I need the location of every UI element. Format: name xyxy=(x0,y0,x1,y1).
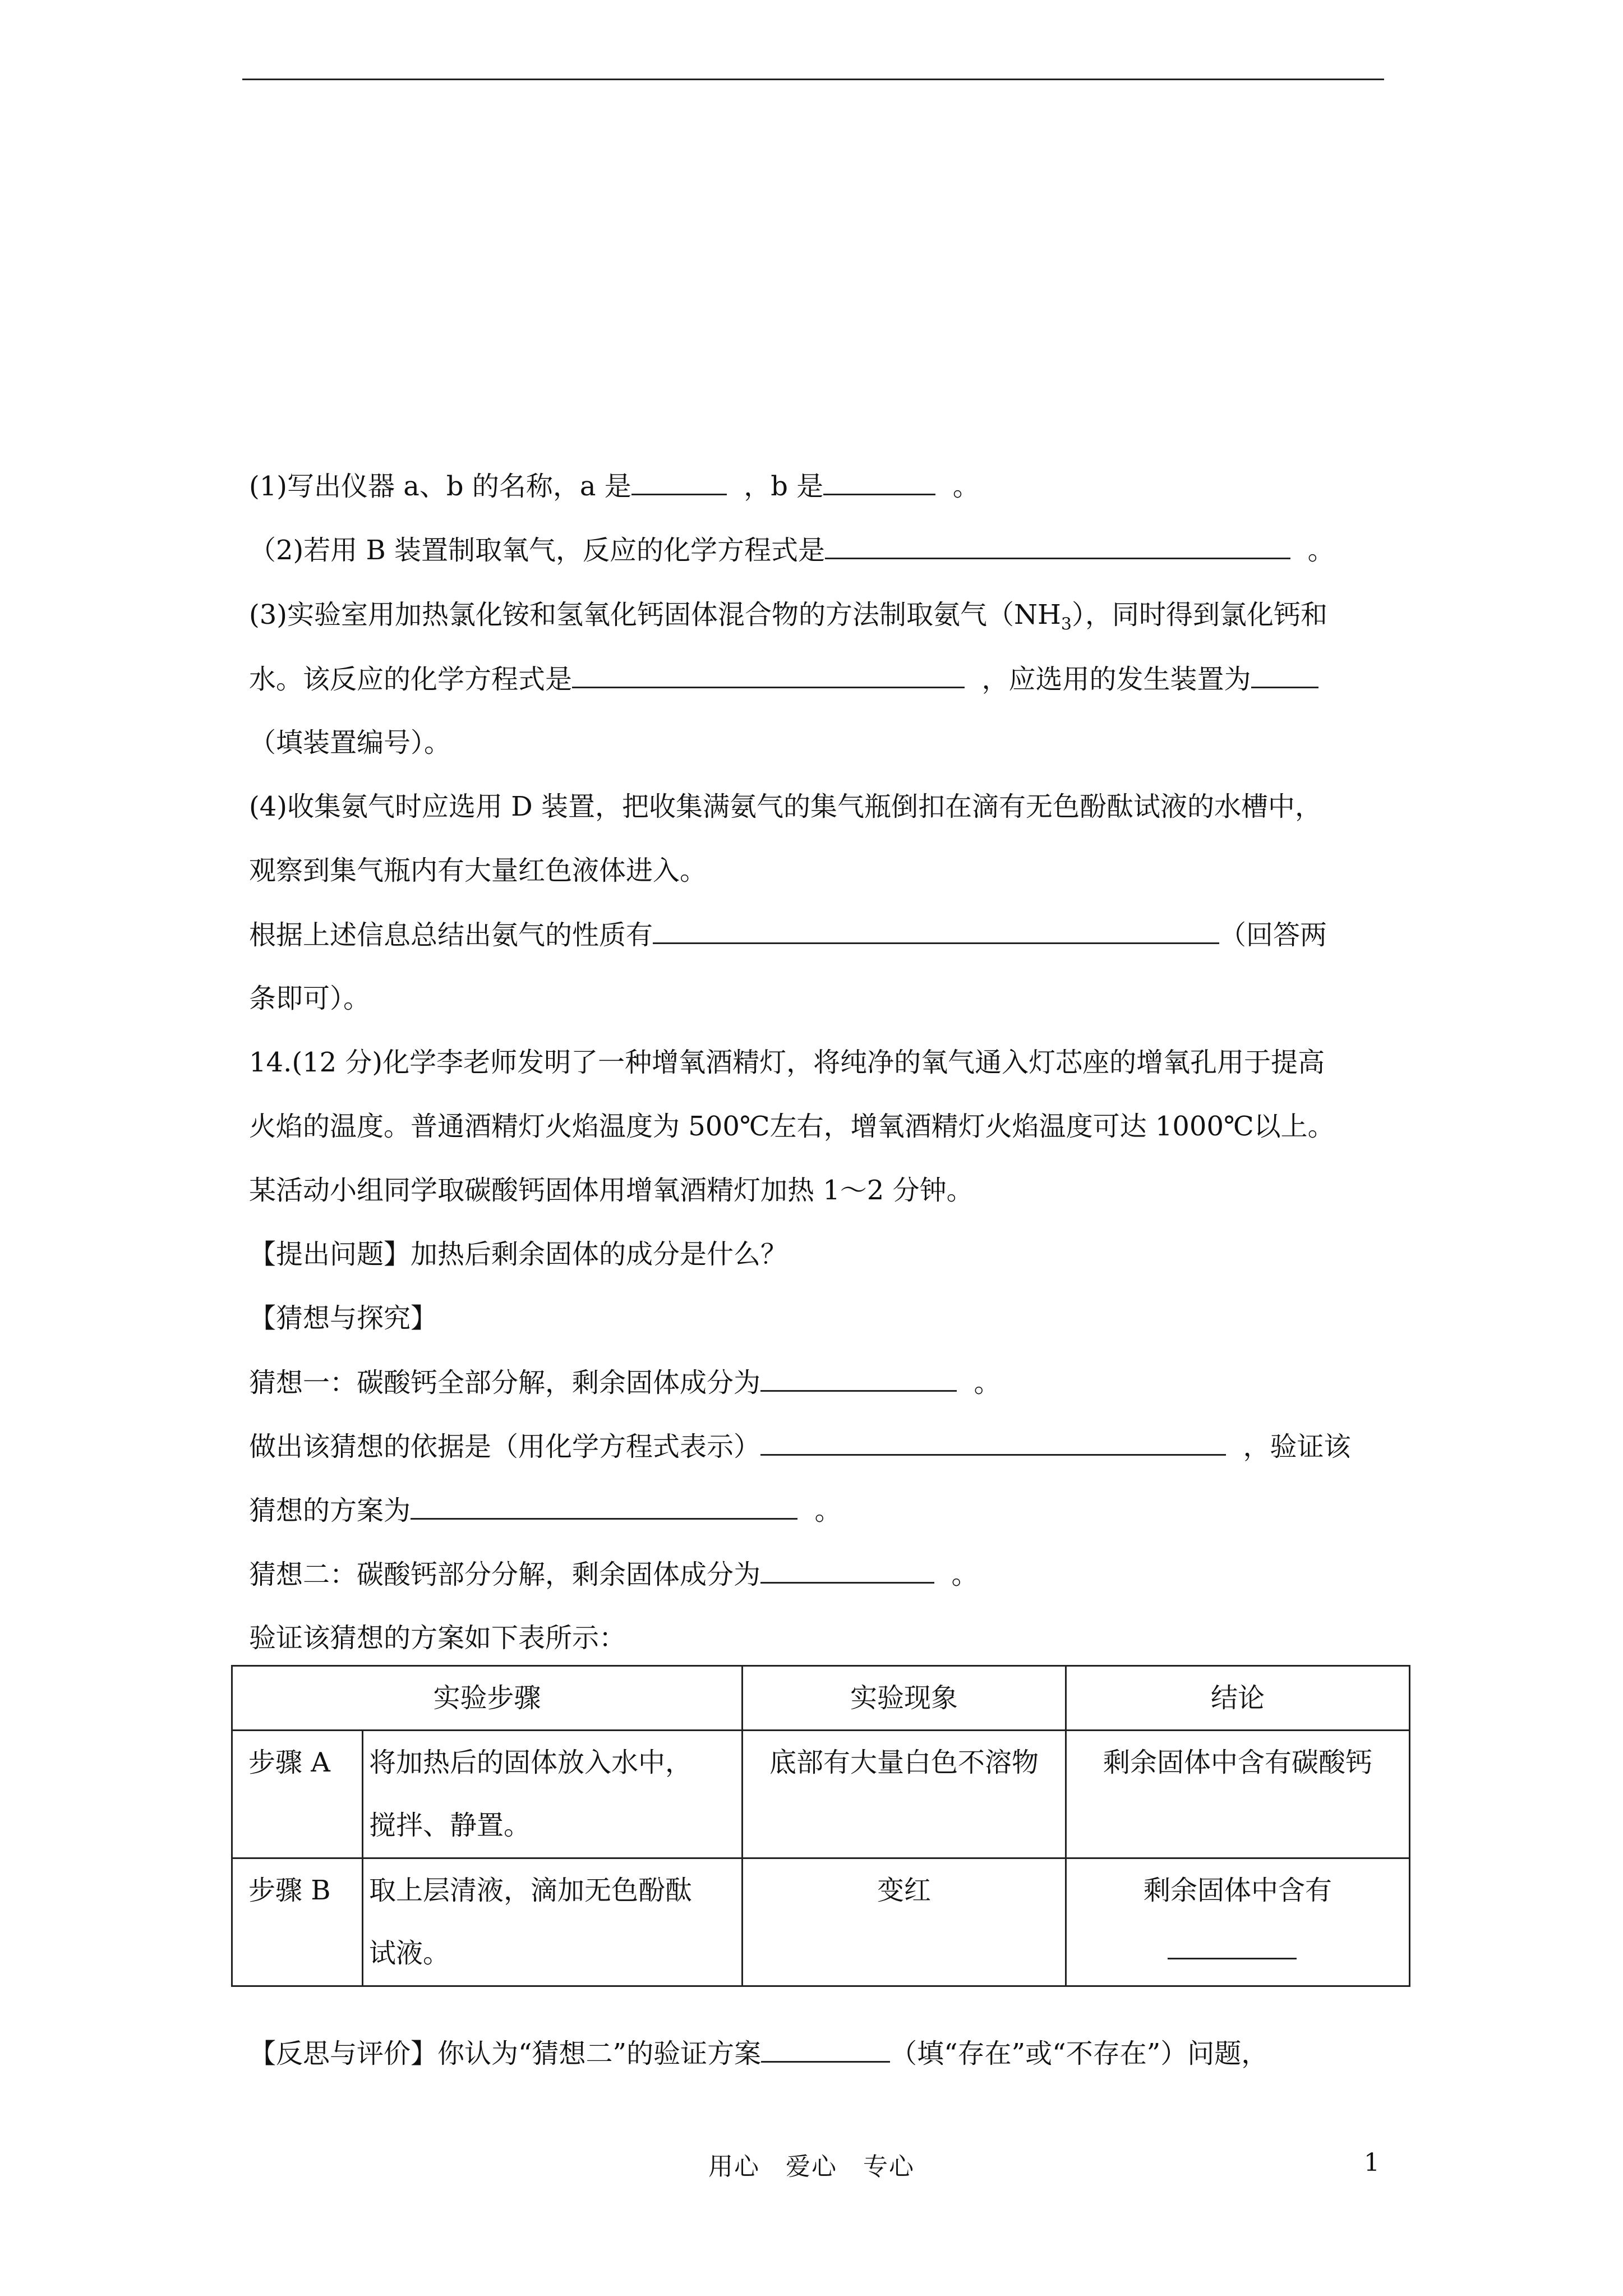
q13-part3-line1: (3)实验室用加热氯化铵和氢氧化钙固体混合物的方法制取氨气$(NH_3)$，同时得到氯化钙和 xyxy=(249,599,1327,634)
header-phenomenon: 实验现象 xyxy=(743,1666,1066,1731)
q13-part1: (1)写出仪器 a、b 的名称，a 是 ，b 是 。 xyxy=(249,469,980,503)
step-label: 步骤 B xyxy=(232,1858,363,1986)
table-row xyxy=(232,1731,1410,1858)
q14-line3: 某活动小组同学取碳酸钙固体用增氧酒精灯加热 1～2 分钟。 xyxy=(249,1175,974,1206)
table-header-row xyxy=(232,1666,1410,1731)
blank-device[interactable] xyxy=(1251,662,1318,688)
q13-part4-line4: 条即可）。 xyxy=(249,983,371,1014)
blank-reflection[interactable] xyxy=(761,2036,890,2063)
table-row xyxy=(232,1858,1410,1986)
step-conclusion: 剩余固体中含有 xyxy=(1066,1858,1410,1986)
step-phenomenon: 底部有大量白色不溶物 xyxy=(743,1731,1066,1858)
blank-guess2-composition[interactable] xyxy=(760,1557,934,1584)
q13-part3-line3: （填装置编号）。 xyxy=(249,727,451,758)
q14-reflection: 【反思与评价】你认为“猜想二”的验证方案 （填“存在”或“不存在”）问题， xyxy=(249,2036,1268,2070)
step-operation: 将加热后的固体放入水中， 搅拌、静置。 xyxy=(363,1731,743,1858)
step-conclusion: 剩余固体中含有碳酸钙 xyxy=(1066,1731,1410,1858)
blank-guess1-equation[interactable] xyxy=(760,1429,1226,1456)
header-steps: 实验步骤 xyxy=(232,1666,743,1731)
page-footer: 用心 爱心 专心 xyxy=(708,2152,915,2181)
step-operation: 取上层清液，滴加无色酚酞 试液。 xyxy=(363,1858,743,1986)
header-rule xyxy=(242,79,1384,80)
blank-ammonia-properties[interactable] xyxy=(653,918,1219,944)
q14-guess2-intro: 验证该猜想的方案如下表所示： xyxy=(249,1622,626,1654)
q13-part4-line1: (4)收集氨气时应选用 D 装置，把收集满氨气的集气瓶倒扣在滴有无色酚酞试液的水槽中， xyxy=(249,791,1322,822)
header-conclusion: 结论 xyxy=(1066,1666,1410,1731)
blank-oxygen-equation[interactable] xyxy=(825,533,1290,559)
blank-b[interactable] xyxy=(823,469,935,495)
step-label: 步骤 A xyxy=(232,1731,363,1858)
q14-guess2: 猜想二：碳酸钙部分分解，剩余固体成分为 。 xyxy=(249,1557,979,1591)
page-number: 1 xyxy=(1364,2148,1380,2177)
experiment-table xyxy=(231,1665,1410,1987)
step-phenomenon: 变红 xyxy=(743,1858,1066,1986)
blank-guess1-plan[interactable] xyxy=(411,1493,797,1520)
q13-part4-line2: 观察到集气瓶内有大量红色液体进入。 xyxy=(249,855,707,886)
q14-guess-title: 【猜想与探究】 xyxy=(249,1303,438,1334)
blank-guess1-composition[interactable] xyxy=(760,1365,957,1392)
q14-question: 【提出问题】加热后剩余固体的成分是什么？ xyxy=(249,1239,788,1270)
q14-guess1-plan: 猜想的方案为 。 xyxy=(249,1493,842,1527)
q14-line1: 14.(12 分)化学李老师发明了一种增氧酒精灯，将纯净的氧气通入灯芯座的增氧孔用于提高 xyxy=(249,1047,1325,1078)
q13-part4-line3: 根据上述信息总结出氨气的性质有 （回答两 xyxy=(249,918,1327,952)
q14-line2: 火焰的温度。普通酒精灯火焰温度为 500℃左右，增氧酒精灯火焰温度可达 1000℃以上。 xyxy=(249,1111,1335,1142)
q14-guess1-basis: 做出该猜想的依据是（用化学方程式表示） ，验证该 xyxy=(249,1429,1351,1464)
q13-part3-line2: 水。该反应的化学方程式是 ，应选用的发生装置为 xyxy=(249,662,1318,696)
blank-ammonia-equation[interactable] xyxy=(572,662,965,688)
blank-table-conclusion[interactable] xyxy=(1168,1933,1297,1959)
q13-part2: （2)若用 B 装置制取氧气，反应的化学方程式是 。 xyxy=(249,533,1335,567)
q14-guess1: 猜想一：碳酸钙全部分解，剩余固体成分为 。 xyxy=(249,1365,1001,1400)
blank-a[interactable] xyxy=(631,469,727,495)
